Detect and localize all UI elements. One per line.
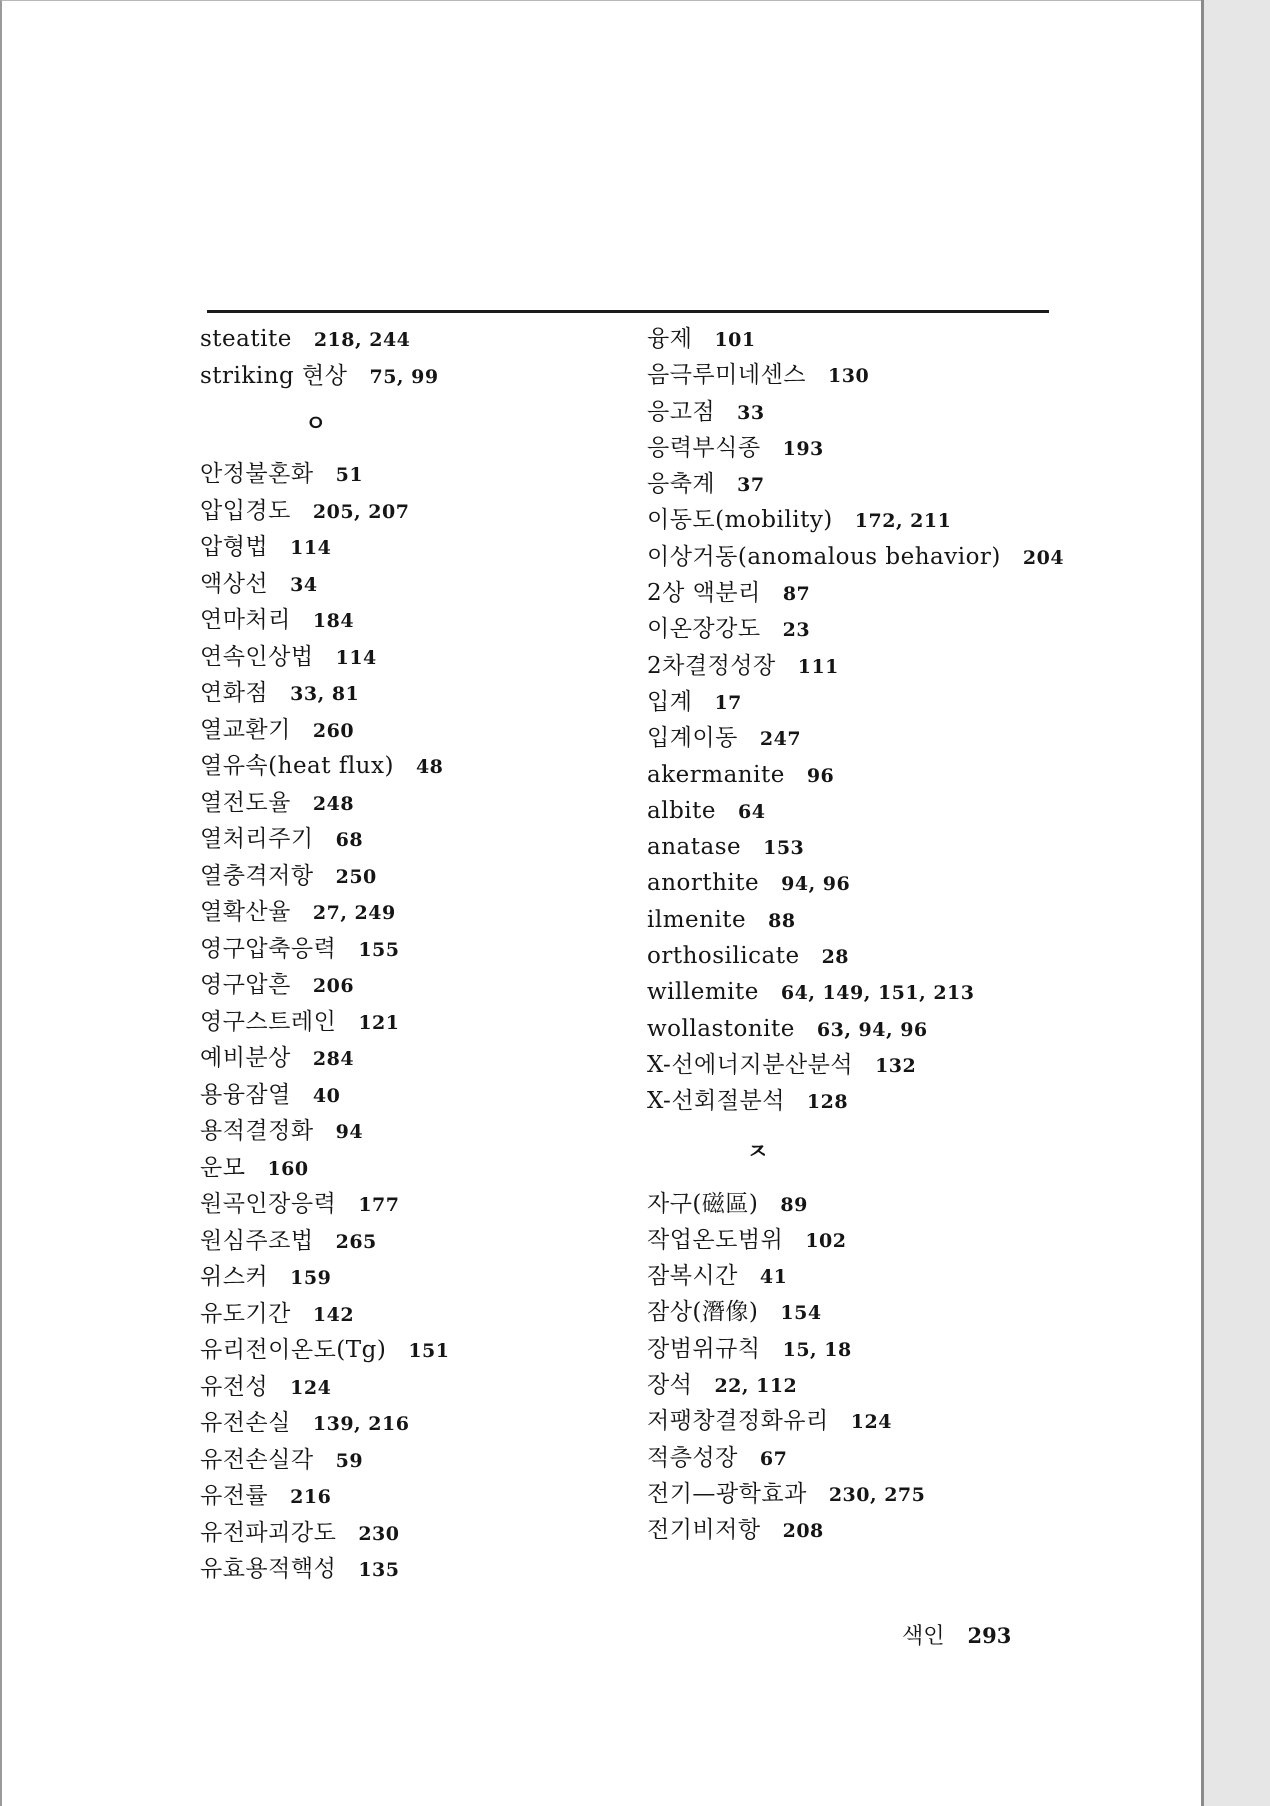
index-entry: [647, 720, 1077, 756]
index-term: 유효용적핵성: [200, 1556, 337, 1582]
index-page-refs: 94, 96: [781, 873, 851, 896]
index-entry: [647, 1083, 1077, 1119]
index-term: 압형법: [200, 534, 269, 560]
index-term: 입계: [647, 688, 693, 715]
index-entry: [200, 967, 630, 1004]
index-entry: [647, 539, 1077, 575]
index-term: 유전파괴강도: [200, 1519, 337, 1546]
index-entry: [200, 675, 630, 712]
index-page-refs: 64, 149, 151, 213: [780, 982, 975, 1005]
index-page-refs: 28: [821, 946, 850, 969]
index-entry: [647, 1222, 1077, 1258]
index-page-refs: 64: [738, 800, 766, 823]
index-term: 응고점: [647, 398, 716, 425]
index-term: 잠복시간: [647, 1263, 738, 1290]
index-entry: [200, 712, 630, 749]
index-page-refs: 48: [415, 756, 444, 778]
index-term: 영구스트레인: [200, 1008, 337, 1035]
index-page-refs: 193: [782, 437, 824, 460]
index-entry: [200, 1004, 630, 1041]
index-entry: [200, 1259, 630, 1296]
index-page-refs: 216: [290, 1486, 332, 1508]
index-entry: [200, 1405, 630, 1442]
index-term: 열확산율: [200, 899, 291, 925]
index-page-refs: 159: [290, 1267, 332, 1289]
index-entry: [647, 357, 1077, 393]
index-page-refs: 23: [782, 619, 811, 642]
footer-section-label: 색인: [902, 1624, 945, 1649]
section-heading-o: ㅇ: [305, 412, 327, 437]
index-entry: [647, 757, 1077, 793]
index-term: 적층성장: [647, 1444, 738, 1471]
index-entry: [647, 1011, 1077, 1047]
index-entry: [647, 829, 1077, 865]
index-page-refs: 96: [806, 764, 835, 787]
index-term: 2차결정성장: [647, 652, 776, 679]
index-page-refs: 75, 99: [369, 365, 439, 388]
index-entry: [647, 1367, 1077, 1403]
index-entry: [647, 974, 1077, 1010]
index-entry: [200, 639, 630, 676]
index-entry: [200, 821, 630, 858]
index-term: X-선에너지분산분석: [647, 1051, 854, 1078]
index-entry: [647, 394, 1077, 430]
index-page-refs: 218, 244: [313, 329, 411, 351]
index-entry: [200, 858, 630, 895]
index-entry: [200, 1040, 630, 1077]
index-entry: [200, 1223, 630, 1260]
index-entry: [200, 1150, 630, 1187]
index-page-refs: 151: [408, 1340, 450, 1362]
index-page-refs: 177: [358, 1194, 400, 1216]
index-entry: [647, 611, 1077, 647]
index-page-refs: 15, 18: [782, 1338, 852, 1361]
index-entry: [647, 938, 1077, 974]
index-entry: [200, 1369, 630, 1406]
index-term: 유전률: [200, 1483, 269, 1509]
page-footer: [902, 1619, 1011, 1650]
index-page-refs: 67: [759, 1447, 788, 1470]
index-entry: [647, 575, 1077, 611]
index-page-refs: 154: [780, 1302, 822, 1325]
index-page-refs: 130: [828, 365, 870, 388]
index-entry: [200, 1077, 630, 1114]
section-heading-j: ㅈ: [747, 1139, 769, 1165]
index-term: 열교환기: [200, 716, 291, 743]
index-entry: [200, 748, 630, 785]
index-page-refs: 89: [780, 1193, 808, 1216]
index-entry: [200, 493, 630, 530]
index-entry: [200, 1515, 630, 1552]
index-page-refs: 250: [335, 865, 377, 888]
index-entry: [647, 1476, 1077, 1512]
index-entry: [647, 430, 1077, 466]
index-page-refs: 27, 249: [312, 902, 396, 924]
page-edge: [1201, 0, 1204, 1806]
index-term: X-선회절분석: [647, 1088, 785, 1115]
index-term: 영구압흔: [200, 972, 291, 998]
index-page-refs: 17: [714, 691, 742, 714]
index-page-refs: 135: [358, 1559, 400, 1581]
index-term: 2상 액분리: [647, 580, 761, 607]
index-entry: [200, 931, 630, 968]
index-term: 액상선: [200, 570, 269, 597]
index-entry: [647, 1047, 1077, 1083]
index-term: 자구(磁區): [647, 1190, 759, 1217]
index-term: wollastonite: [647, 1015, 795, 1042]
index-page-refs: 102: [805, 1229, 847, 1252]
index-page-refs: 124: [850, 1411, 892, 1434]
right-column: [647, 321, 1077, 1549]
index-term: 연화점: [200, 680, 269, 706]
index-page-refs: 41: [759, 1266, 788, 1289]
index-page-refs: 121: [358, 1011, 400, 1034]
index-term: 입계이동: [647, 725, 738, 752]
index-term: 위스커: [200, 1264, 269, 1290]
index-entry: [200, 1551, 630, 1588]
index-entry: [200, 602, 630, 639]
index-entry: [200, 456, 630, 493]
index-page-refs: 142: [312, 1303, 355, 1326]
left-column: [200, 321, 630, 1588]
index-entry: [200, 529, 630, 566]
index-term: 유전손실: [200, 1410, 291, 1436]
index-page-refs: 160: [267, 1157, 309, 1180]
index-page-refs: 87: [782, 583, 811, 606]
index-term: orthosilicate: [647, 943, 800, 970]
index-entry: [647, 502, 1077, 538]
index-term: 열처리주기: [200, 826, 314, 852]
index-page-refs: 153: [763, 837, 805, 860]
index-entry: [200, 1442, 630, 1479]
index-page-refs: 139, 216: [312, 1413, 410, 1435]
index-page-refs: 22, 112: [714, 1375, 798, 1398]
index-page-refs: 205, 207: [312, 500, 410, 523]
footer-page-number: 293: [967, 1623, 1012, 1648]
index-term: 용적결정화: [200, 1118, 314, 1144]
index-term: 전기비저항: [647, 1517, 761, 1544]
index-term: 잠상(潛像): [647, 1299, 759, 1326]
index-entry: [647, 321, 1077, 357]
index-term: 원심주조법: [200, 1227, 314, 1254]
index-entry: [200, 1186, 630, 1223]
index-page-refs: 111: [797, 655, 839, 678]
header-rule: [207, 310, 1049, 313]
index-page-refs: 248: [312, 792, 355, 815]
index-entry: [647, 1258, 1077, 1294]
index-entry: [647, 1294, 1077, 1330]
index-entry: [647, 1331, 1077, 1367]
index-term: 연속인상법: [200, 643, 314, 670]
index-entry: [647, 684, 1077, 720]
index-page-refs: 114: [290, 537, 332, 559]
index-page-refs: 33: [737, 401, 765, 424]
index-page-refs: 172, 211: [854, 510, 952, 533]
index-term: 이온장강도: [647, 616, 761, 643]
index-entry: [647, 1512, 1077, 1548]
index-page-refs: 114: [335, 646, 377, 669]
index-entry: [647, 1440, 1077, 1476]
index-page-refs: 68: [335, 829, 364, 851]
index-page-refs: 94: [335, 1121, 364, 1143]
index-entry: [647, 466, 1077, 502]
index-term: 압입경도: [200, 497, 291, 524]
index-term: 응축계: [647, 471, 716, 498]
index-term: albite: [647, 797, 717, 824]
index-term: 유도기간: [200, 1300, 291, 1327]
index-term: anorthite: [647, 870, 760, 897]
index-page-refs: 33, 81: [290, 683, 360, 705]
index-term: 음극루미네센스: [647, 362, 807, 389]
index-term: 영구압축응력: [200, 935, 337, 962]
index-term: 유전손실각: [200, 1446, 314, 1473]
index-page-refs: 40: [312, 1084, 341, 1107]
index-term: 예비분상: [200, 1045, 291, 1071]
index-page-refs: 230, 275: [828, 1483, 926, 1506]
index-page-refs: 59: [335, 1449, 364, 1472]
index-page-refs: 51: [335, 464, 364, 486]
index-term: 작업온도범위: [647, 1226, 784, 1253]
index-entry: [200, 358, 630, 395]
index-term: 전기—광학효과: [647, 1480, 807, 1507]
index-term: 이동도(mobility): [647, 507, 833, 534]
index-entry: [647, 1403, 1077, 1439]
index-entry: [200, 566, 630, 603]
index-term: 응력부식종: [647, 434, 761, 461]
index-term: 장석: [647, 1372, 693, 1399]
index-term: akermanite: [647, 761, 785, 788]
index-entry: [647, 648, 1077, 684]
index-page-refs: 184: [312, 610, 355, 632]
index-page-refs: 124: [290, 1376, 332, 1399]
index-page-refs: 206: [312, 975, 355, 997]
index-page-refs: 63, 94, 96: [816, 1018, 928, 1041]
index-term: 안정불혼화: [200, 461, 314, 487]
index-term: 열전도율: [200, 789, 291, 816]
index-entry: [200, 1478, 630, 1515]
index-entry: [647, 902, 1077, 938]
index-entry: [647, 1186, 1077, 1222]
index-page-refs: 204: [1022, 546, 1065, 569]
index-entry: [647, 865, 1077, 901]
index-term: 저팽창결정화유리: [647, 1408, 829, 1435]
index-entry: [200, 1296, 630, 1333]
index-page-refs: 155: [358, 938, 400, 961]
index-page-refs: 284: [312, 1048, 355, 1070]
group-s-tail: [200, 321, 630, 394]
index-term: anatase: [647, 834, 742, 861]
group-o-continued: [647, 321, 1077, 1120]
index-term: 원곡인장응력: [200, 1191, 337, 1217]
group-o: [200, 456, 630, 1588]
index-term: 이상거동(anomalous behavior): [647, 543, 1001, 570]
index-term: 유리전이온도(Tg): [200, 1337, 387, 1363]
index-entry: [200, 785, 630, 822]
index-entry: [200, 1332, 630, 1369]
index-entry: [200, 1113, 630, 1150]
index-page-refs: 101: [714, 329, 756, 351]
index-term: 연마처리: [200, 607, 291, 633]
index-entry: [200, 894, 630, 931]
index-term: 열유속(heat flux): [200, 753, 394, 779]
index-page-refs: 37: [737, 474, 765, 497]
index-page-refs: 208: [782, 1520, 824, 1543]
group-j: [647, 1186, 1077, 1549]
index-term: 장범위규칙: [647, 1335, 761, 1362]
index-page-refs: 260: [312, 719, 355, 742]
index-term: 열충격저항: [200, 862, 314, 889]
index-entry: [200, 321, 630, 358]
index-page-refs: 88: [768, 909, 796, 932]
index-entry: [647, 793, 1077, 829]
index-term: 운모: [200, 1154, 246, 1181]
index-page-refs: 265: [335, 1230, 377, 1253]
index-term: 용융잠열: [200, 1081, 291, 1108]
index-page-refs: 34: [290, 573, 318, 596]
index-term: willemite: [647, 979, 759, 1006]
index-term: ilmenite: [647, 906, 747, 933]
index-term: striking 현상: [200, 362, 348, 389]
index-page-refs: 128: [806, 1091, 849, 1114]
index-term: 유전성: [200, 1373, 269, 1400]
index-page-refs: 230: [358, 1522, 400, 1545]
index-page-refs: 132: [875, 1054, 917, 1077]
index-page-refs: 247: [759, 728, 802, 751]
index-term: 융제: [647, 326, 693, 352]
index-term: steatite: [200, 326, 292, 352]
